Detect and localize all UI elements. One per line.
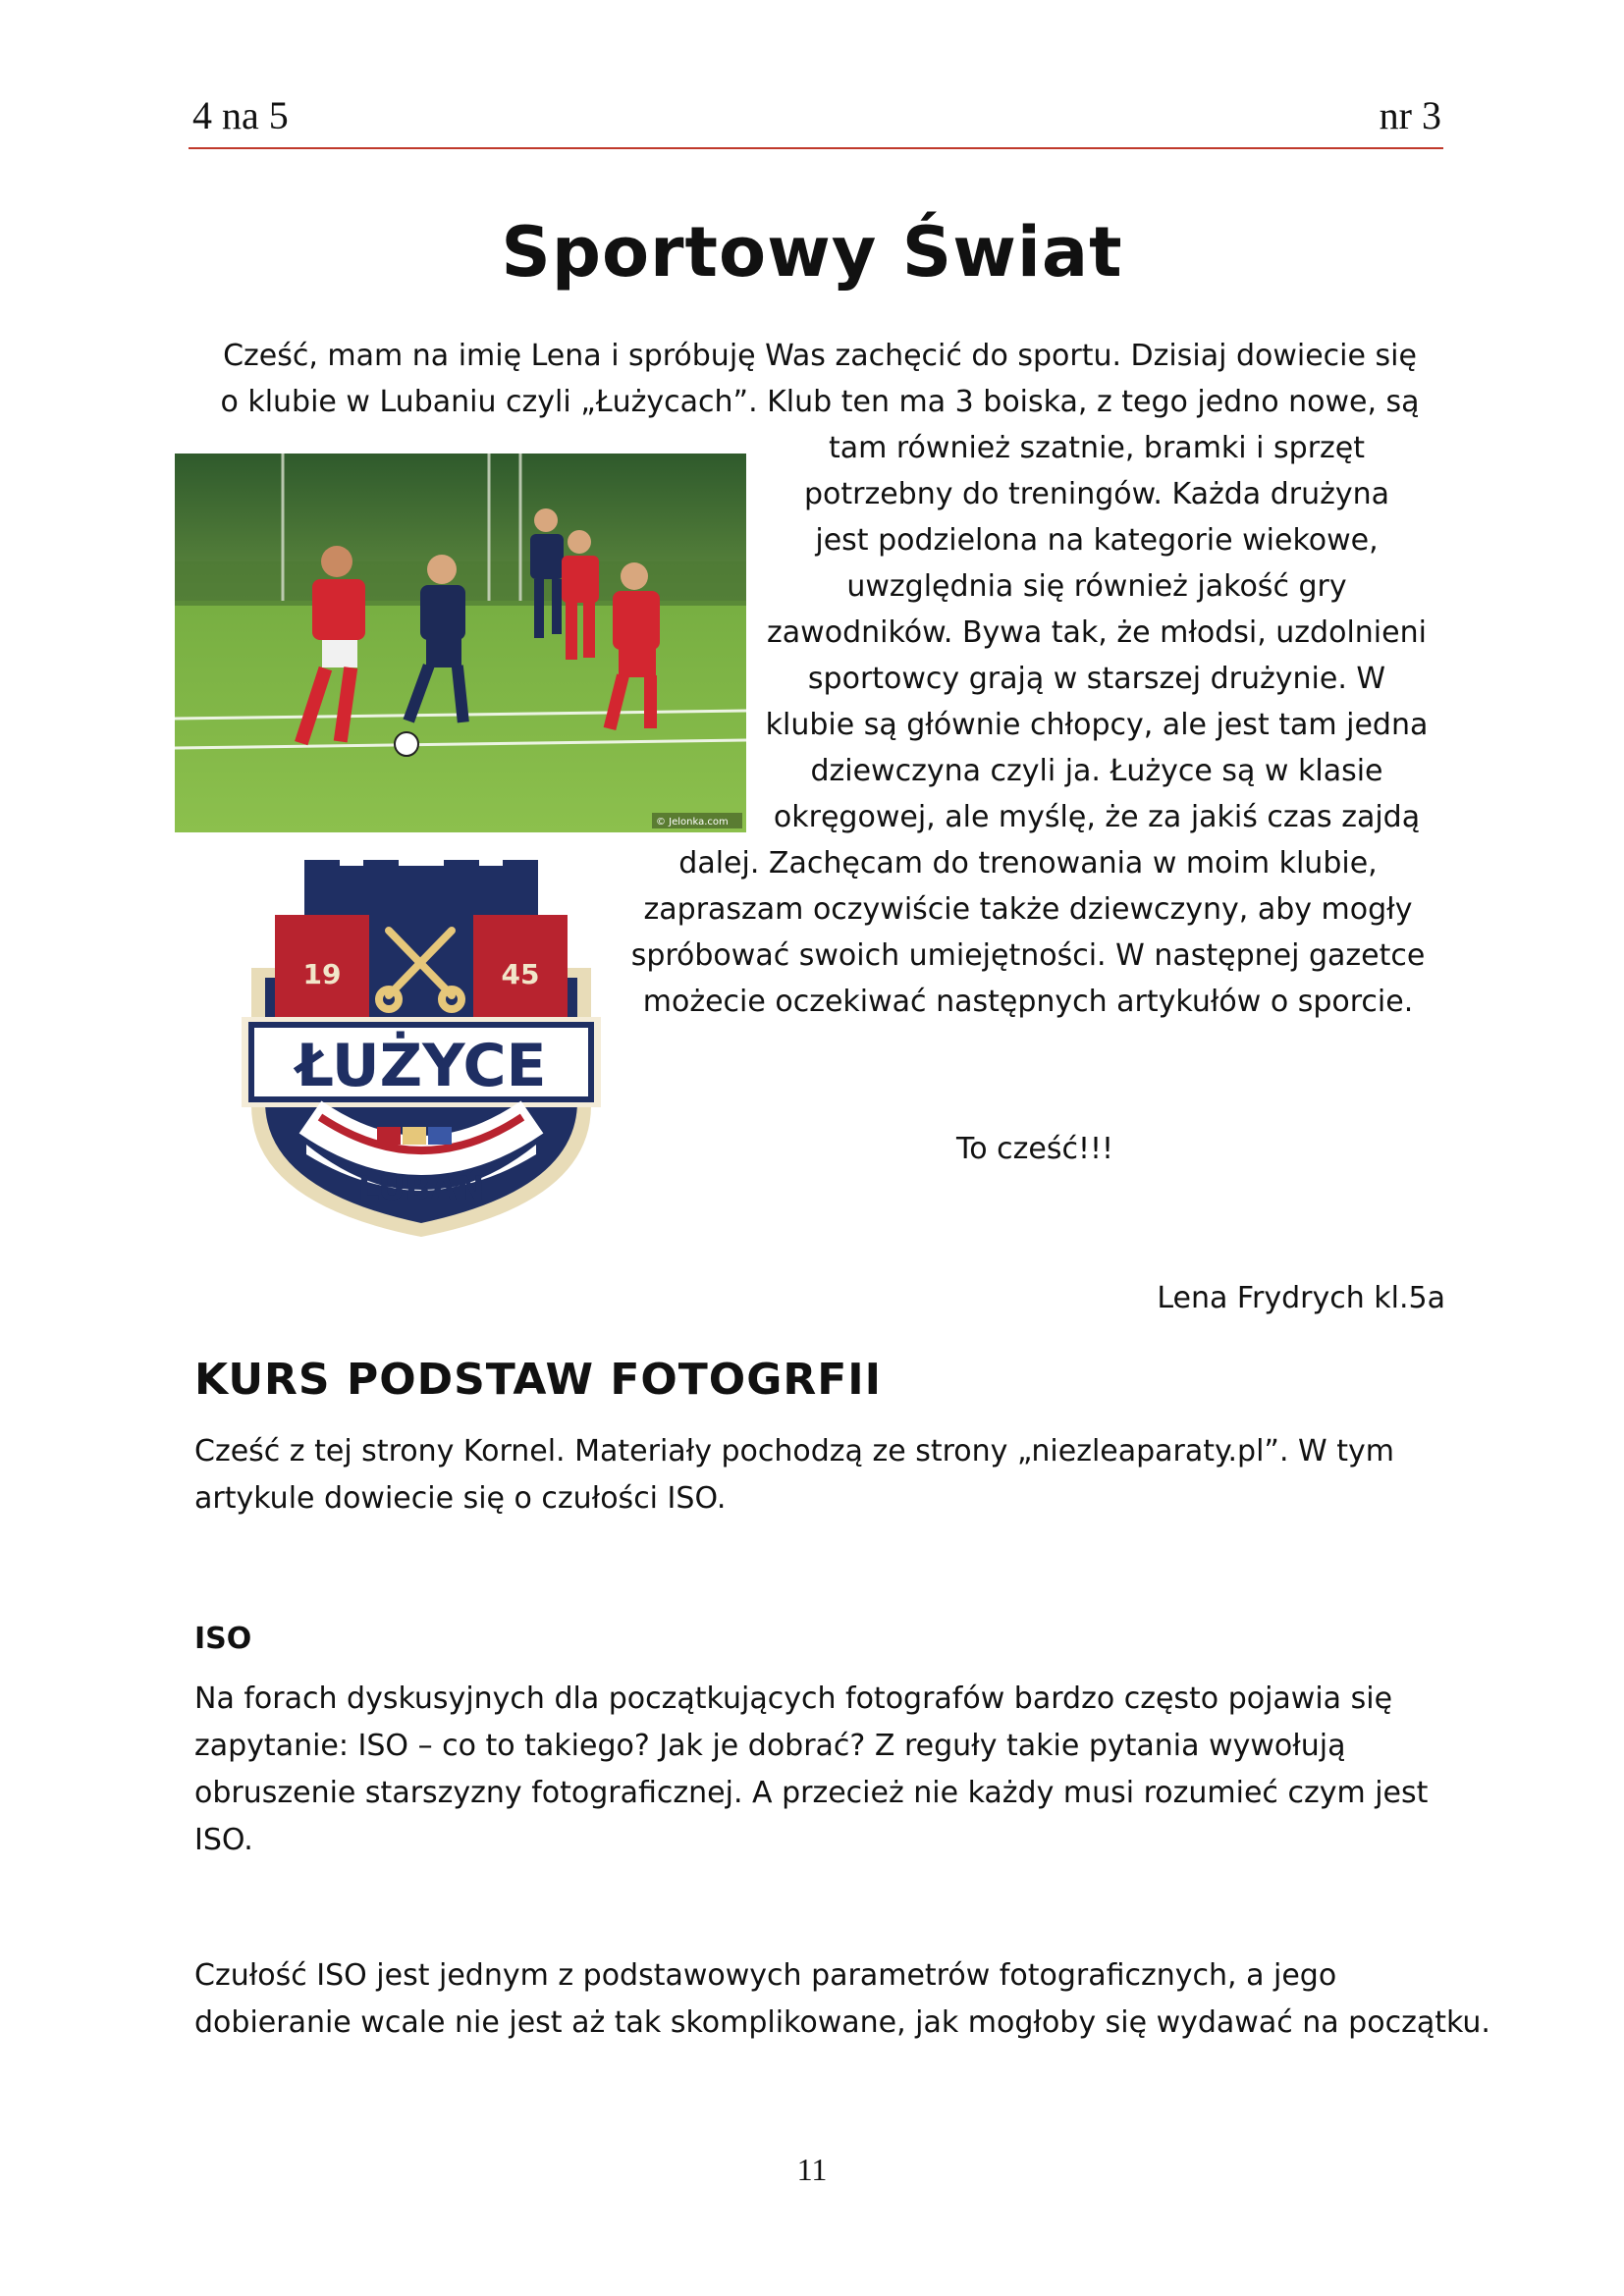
article-line: o klubie w Lubaniu czyli „Łużycach”. Klub ten ma 3 boiska, z tego jedno nowe, są bbox=[220, 385, 1420, 419]
article-line: tam również szatnie, bramki i sprzęt bbox=[828, 431, 1366, 465]
logo-year-right: 45 bbox=[501, 958, 540, 990]
article-line: okręgowej, ale myślę, że za jakiś czas zajdą bbox=[773, 800, 1421, 834]
running-header-issue: 4 na 5 bbox=[192, 93, 289, 137]
article-line: spróbować swoich umiejętności. W następnej gazetce bbox=[630, 938, 1426, 973]
article-line: dziewczyna czyli ja. Łużyce są w klasie bbox=[810, 754, 1383, 788]
photo-credit: © Jelonka.com bbox=[656, 817, 729, 828]
article-title: Sportowy Świat bbox=[501, 212, 1123, 293]
paragraph-line: obruszenie starszyzny fotograficznej. A przecież nie każdy musi rozumieć czym jest bbox=[194, 1776, 1429, 1810]
article-line: jest podzielona na kategorie wiekowe, bbox=[815, 523, 1379, 558]
paragraph-line: ISO. bbox=[194, 1823, 253, 1857]
paragraph-line: Na forach dyskusyjnych dla początkujących fotografów bardzo często pojawia się bbox=[194, 1682, 1393, 1716]
paragraph-line: dobieranie wcale nie jest aż tak skomplikowane, jak mogłoby się wydawać na początku. bbox=[194, 2005, 1490, 2040]
article-author: Lena Frydrych kl.5a bbox=[1157, 1281, 1445, 1315]
club-logo bbox=[242, 860, 601, 1243]
paragraph-line: Czułość ISO jest jednym z podstawowych parametrów fotograficznych, a jego bbox=[194, 1958, 1337, 1993]
article-line: klubie są głównie chłopcy, ale jest tam jedna bbox=[765, 708, 1429, 742]
article-line: sportowcy grają w starszej drużynie. W bbox=[807, 662, 1386, 696]
intro-line: Cześć z tej strony Kornel. Materiały pochodzą ze strony „niezleaparaty.pl”. W tym bbox=[194, 1434, 1394, 1468]
article-line: potrzebny do treningów. Każda drużyna bbox=[803, 477, 1389, 511]
logo-club-name: ŁUŻYCE bbox=[296, 1032, 547, 1100]
article-line: dalej. Zachęcam do trenowania w moim klubie, bbox=[678, 846, 1378, 881]
article-line: zapraszam oczywiście także dziewczyny, aby mogły bbox=[643, 892, 1413, 927]
article-line: Cześć, mam na imię Lena i spróbuję Was zachęcić do sportu. Dzisiaj dowiecie się bbox=[223, 339, 1417, 373]
running-header-number: nr 3 bbox=[1379, 93, 1441, 137]
logo-city: LUBAŃ bbox=[357, 1169, 485, 1208]
logo-year-left: 19 bbox=[302, 958, 342, 990]
article-line: zawodników. Bywa tak, że młodsi, uzdolnieni bbox=[767, 615, 1427, 650]
header-rule bbox=[189, 147, 1443, 149]
subheading-iso: ISO bbox=[194, 1622, 252, 1656]
article-line: uwzględnia się również jakość gry bbox=[846, 569, 1347, 604]
closing-greeting: To cześć!!! bbox=[956, 1132, 1114, 1166]
section-title: KURS PODSTAW FOTOGRFII bbox=[194, 1355, 883, 1405]
football-photo bbox=[175, 454, 746, 832]
intro-line: artykule dowiecie się o czułości ISO. bbox=[194, 1481, 727, 1516]
page-number: 11 bbox=[796, 2152, 828, 2187]
paragraph-line: zapytanie: ISO – co to takiego? Jak je dobrać? Z reguły takie pytania wywołują bbox=[194, 1729, 1346, 1763]
article-line: możecie oczekiwać następnych artykułów o sporcie. bbox=[642, 985, 1414, 1019]
